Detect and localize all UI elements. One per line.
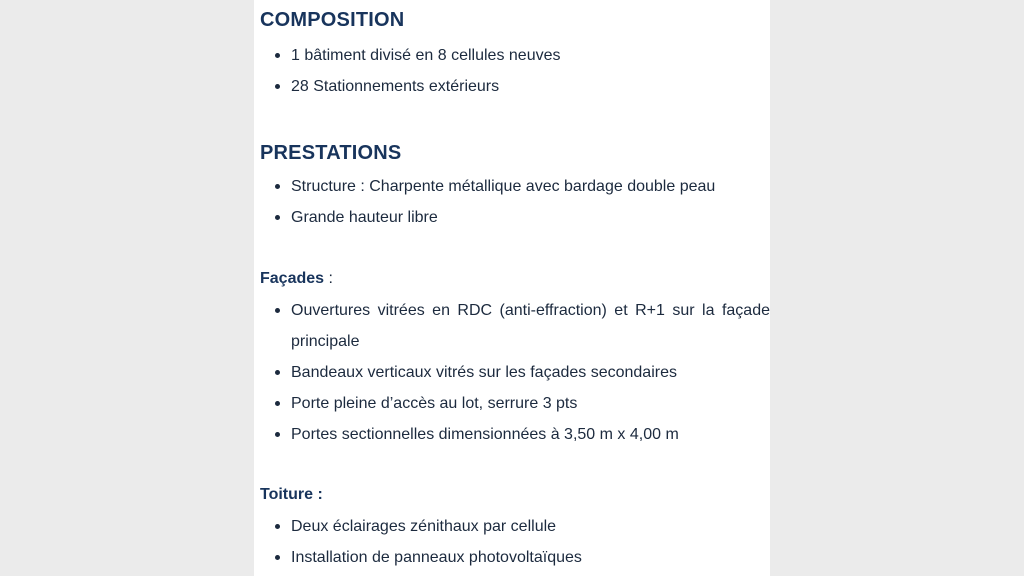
facades-section (260, 268, 770, 450)
list-item: Structure : Charpente métallique avec bardage double peau (260, 171, 770, 202)
facades-heading-suffix: : (324, 270, 333, 287)
facades-list (260, 295, 770, 450)
facades-heading-label: Façades (260, 270, 325, 287)
toiture-section (260, 484, 770, 573)
list-item: Portes sectionnelles dimensionnées à 3,50 m x 4,00 m (260, 419, 770, 450)
list-item: Porte pleine d’accès au lot, serrure 3 pts (260, 388, 770, 419)
list-item: Installation de panneaux photovoltaïques (260, 542, 770, 573)
document-page (254, 0, 770, 576)
prestations-list (260, 171, 770, 233)
toiture-heading: Toiture : (260, 486, 323, 503)
prestations-heading: PRESTATIONS (260, 142, 402, 164)
toiture-list (260, 511, 770, 573)
list-item: Bandeaux verticaux vitrés sur les façades secondaires (260, 357, 770, 388)
composition-section (260, 7, 770, 102)
facades-heading (260, 268, 770, 290)
prestations-section (260, 140, 770, 233)
list-item: Deux éclairages zénithaux par cellule (260, 511, 770, 542)
list-item: Ouvertures vitrées en RDC (anti-effraction) et R+1 sur la façade principale (260, 295, 770, 357)
list-item: Grande hauteur libre (260, 202, 770, 233)
list-item: 1 bâtiment divisé en 8 cellules neuves (260, 40, 770, 71)
composition-heading: COMPOSITION (260, 9, 405, 31)
list-item: 28 Stationnements extérieurs (260, 71, 770, 102)
composition-list (260, 40, 770, 102)
